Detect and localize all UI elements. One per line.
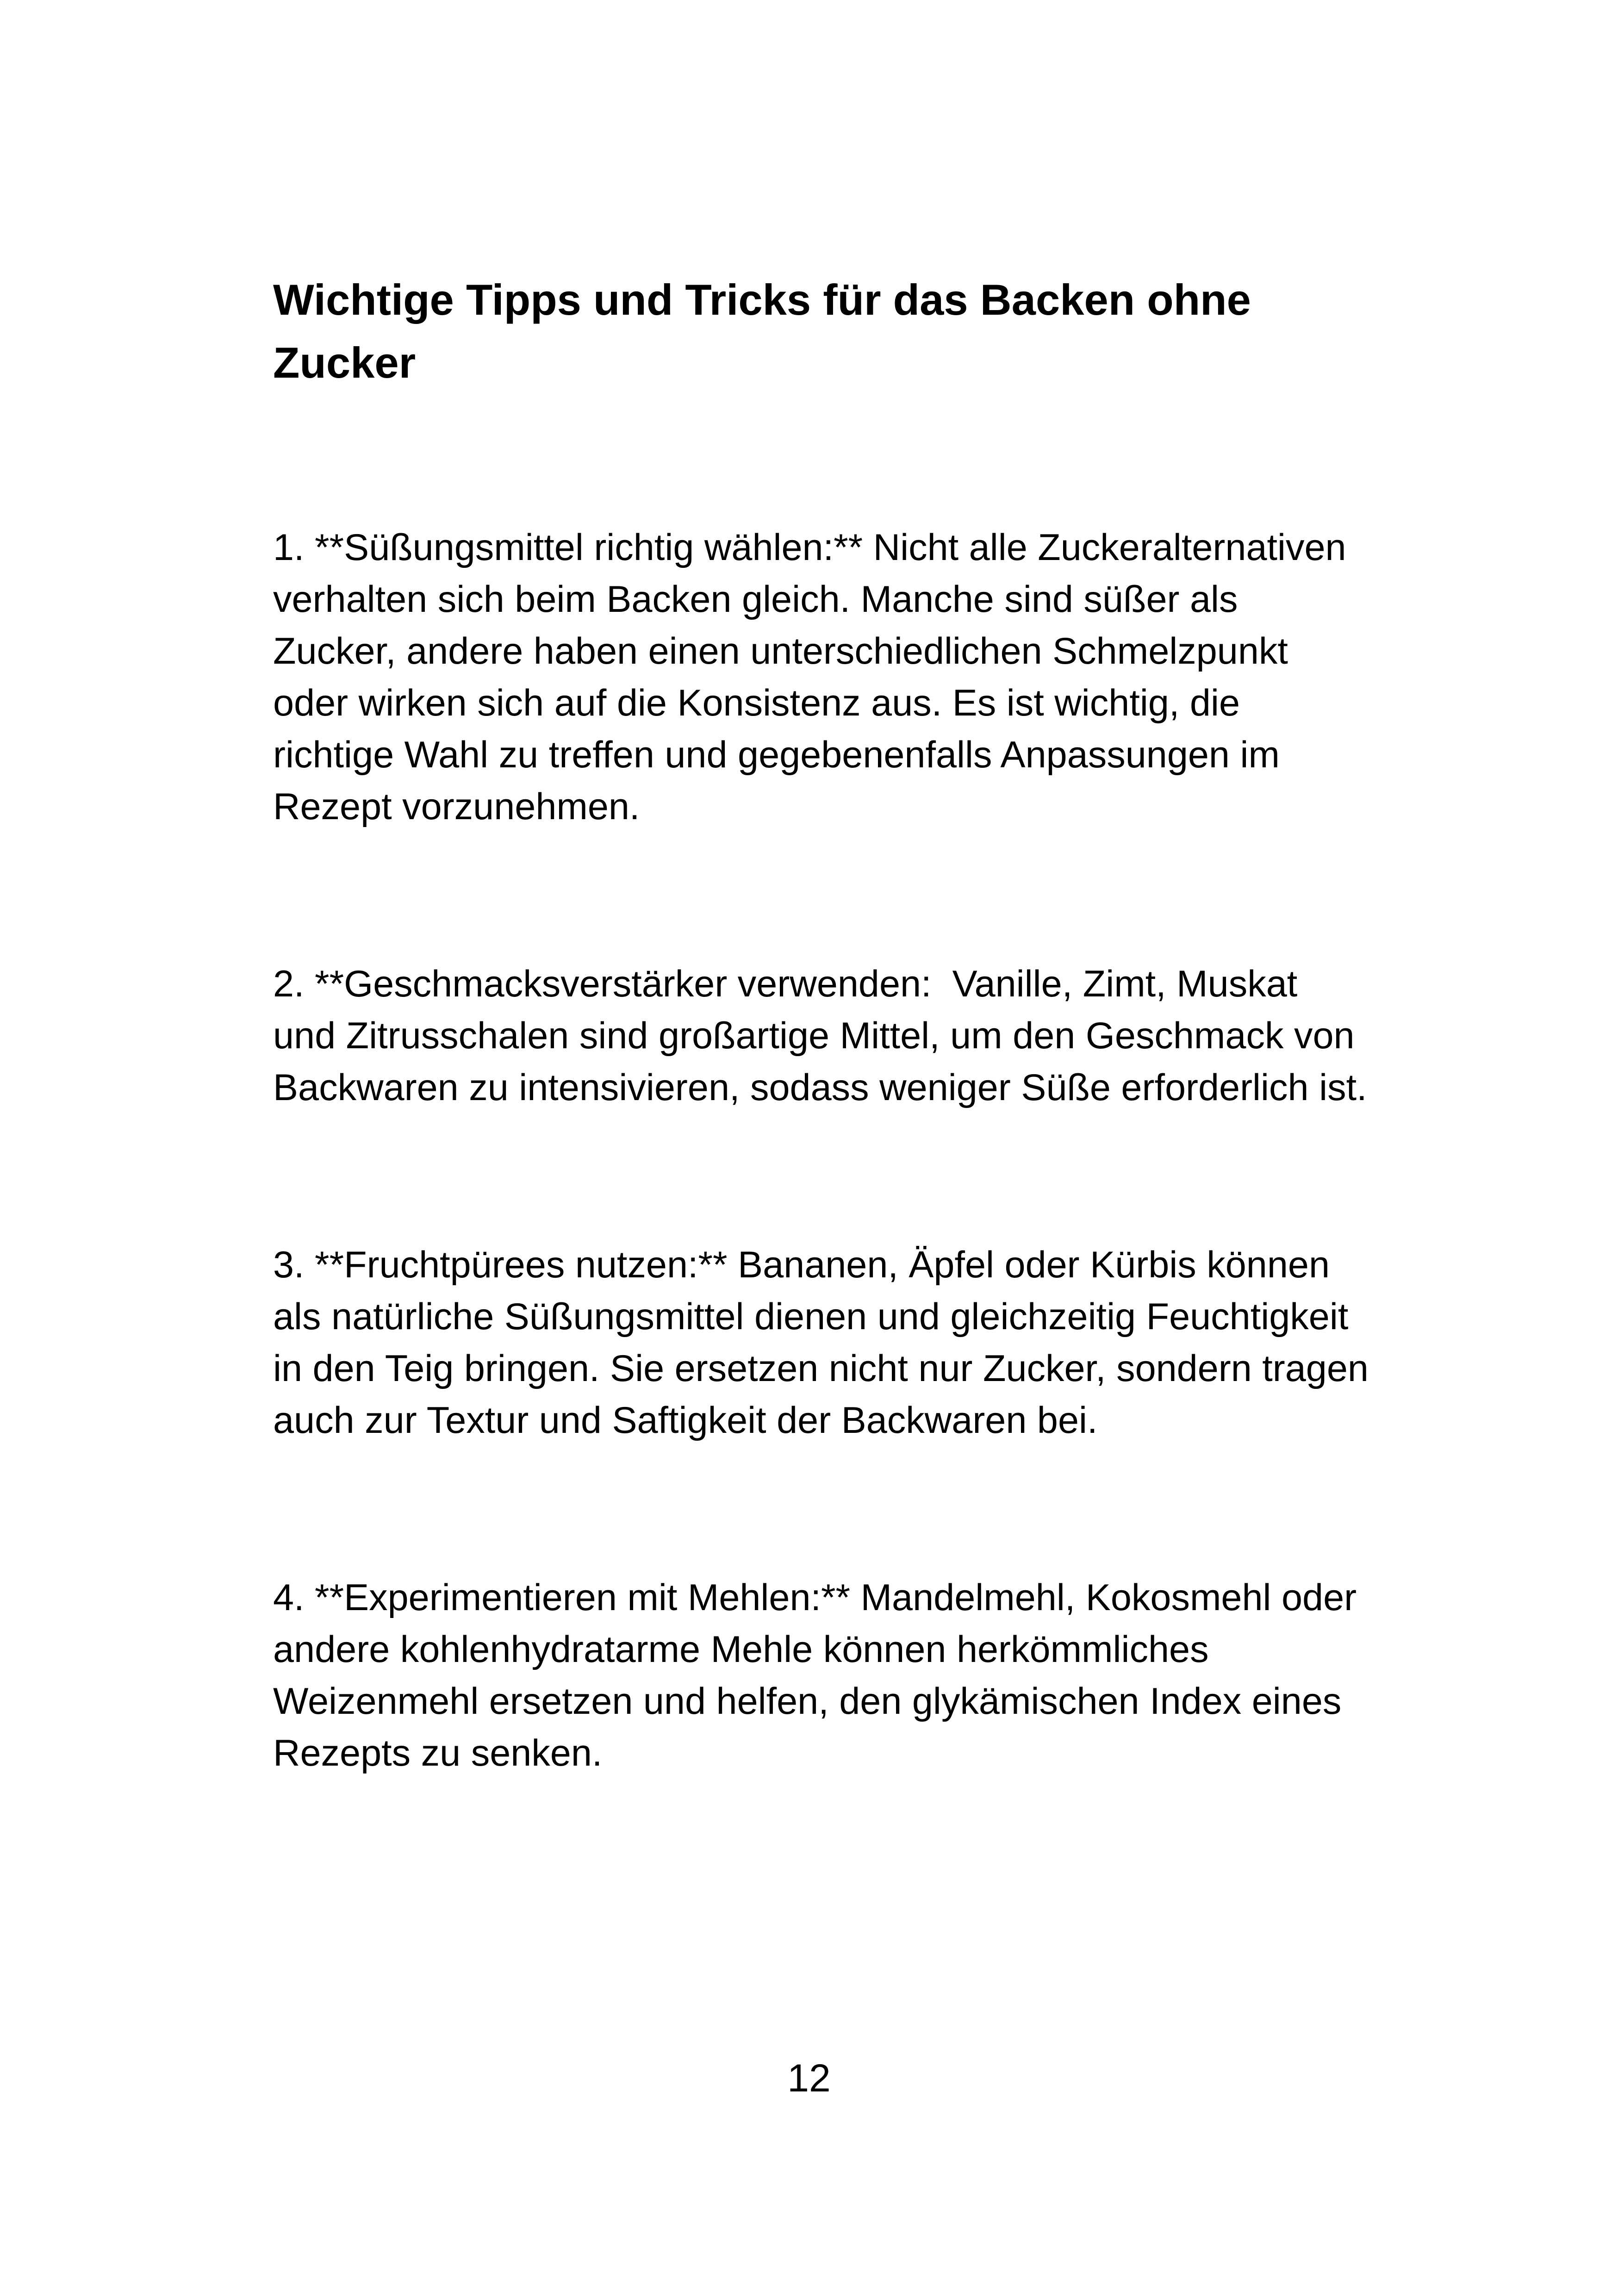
- page-content: [273, 268, 1379, 1779]
- tip-paragraph-2: 2. **Geschmacksverstärker verwenden: Vanille, Zimt, Muskat und Zitrusschalen sind großartige Mittel, um den Geschmack von Backwaren zu intensivieren, sodass weniger Süße erforderlich ist.: [273, 963, 1367, 1108]
- tips-list: [273, 522, 1379, 1779]
- page-number: 12: [787, 2056, 831, 2100]
- page-title: Wichtige Tipps und Tricks für das Backen ohne Zucker: [273, 275, 1251, 387]
- tip-paragraph-4: 4. **Experimentieren mit Mehlen:** Mandelmehl, Kokosmehl oder andere kohlenhydratarme Mehle können herkömmliches Weizenmehl ersetzen und helfen, den glykämischen Index eines Rezepts zu senken.: [273, 1577, 1367, 1774]
- tip-paragraph-3: 3. **Fruchtpürees nutzen:** Bananen, Äpfel oder Kürbis können als natürliche Süßungsmittel dienen und gleichzeitig Feuchtigkeit in den Teig bringen. Sie ersetzen nicht nur Zucker, sondern tragen auch zur Textur und Saftigkeit der Backwaren bei.: [273, 1244, 1379, 1441]
- tip-paragraph-1: 1. **Süßungsmittel richtig wählen:** Nicht alle Zuckeralternativen verhalten sich beim Backen gleich. Manche sind süßer als Zucker, andere haben einen unterschiedlichen Schmelzpunkt oder wirken sich auf die Konsistenz aus. Es ist wichtig, die richtige Wahl zu treffen und gegebenenfalls Anpassungen im Rezept vorzunehmen.: [273, 527, 1357, 828]
